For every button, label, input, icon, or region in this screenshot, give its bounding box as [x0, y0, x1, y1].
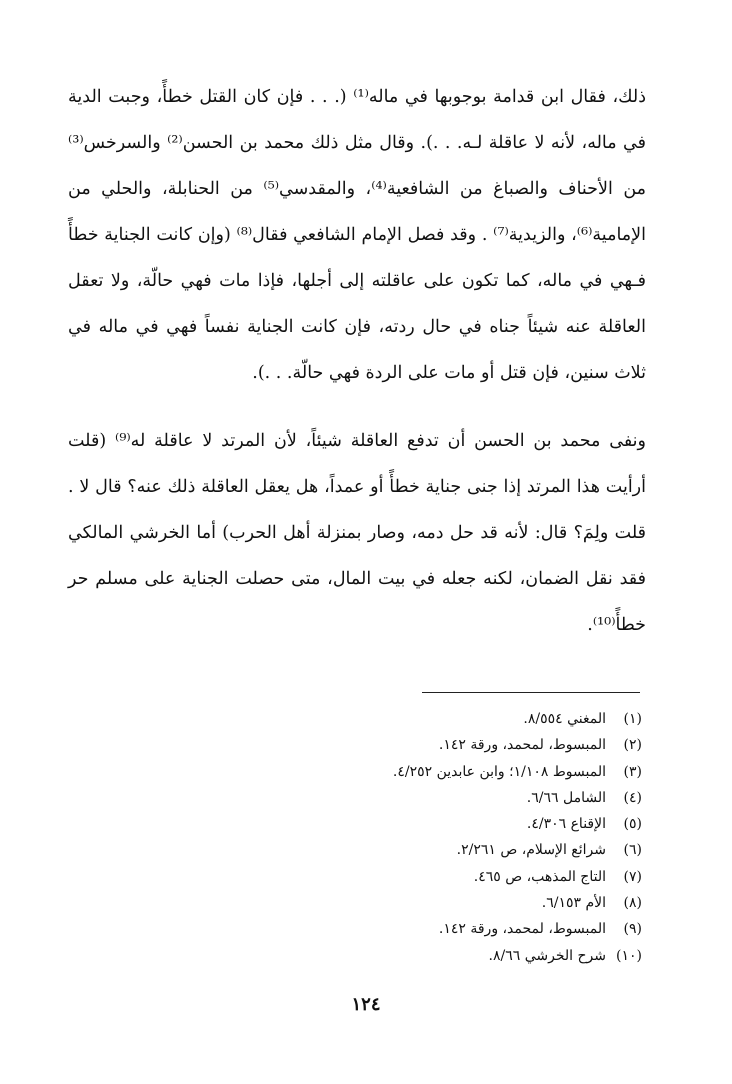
- footnote-number: (٨): [623, 895, 642, 912]
- paragraph-2: ونفى محمد بن الحسن أن تدفع العاقلة شيئاً، لأن المرتد لا عاقلة له⁽⁹⁾ (قلت أرأيت هذا المرتد إذا جنى جناية خطأً أو عمداً، هل يعقل العاقلة ذلك عنه؟ قال لا . قلت ولِمَ؟ قال: لأنه قد حل دمه، وصار بمنزلة أهل الحرب) أما الخرشي المالكي فقد نقل الضمان، لكنه جعله في بيت المال، متى حصلت الجناية على مسلم حر خطأً⁽¹⁰⁾.: [68, 431, 647, 635]
- footnote-text: التاج المذهب، ص ٤٦٥.: [473, 868, 606, 885]
- footnote-separator: [422, 692, 640, 693]
- footnote-number: (٩): [623, 921, 642, 938]
- footnote-text: الإقناع ٤/٣٠٦.: [526, 816, 606, 833]
- page-number: ١٢٤: [351, 994, 381, 1015]
- footnote-7: [120, 864, 642, 890]
- footnote-text: شرائع الإسلام، ص ٢/٢٦١.: [456, 842, 606, 859]
- footnote-number: (١): [623, 711, 642, 727]
- footnote-text: المبسوط، لمحمد، ورقة ١٤٢.: [438, 737, 606, 754]
- footnote-number: (٤): [623, 789, 642, 806]
- paragraph-1: ذلك، فقال ابن قدامة بوجوبها في ماله⁽¹⁾ (. . . فإن كان القتل خطأً، وجبت الدية في ماله، لأنه لا عاقلة لـه. . .). وقال مثل ذلك محمد بن الحسن⁽²⁾ والسرخس⁽³⁾ من الأحناف والصباغ من الشافعية⁽⁴⁾، والمقدسي⁽⁵⁾ من الحنابلة، والحلي من الإمامية⁽⁶⁾، والزيدية⁽⁷⁾ . وقد فصل الإمام الشافعي فقال⁽⁸⁾ (وإن كانت الجناية خطأً فـهي في ماله، كما تكون على عاقلته إلى أجلها، فإذا مات فهي حالّة، ولا تعقل العاقلة عنه شيئاً جناه في حال ردته، فإن كانت الجناية نفساً فهي في ماله في ثلاث سنين، فإن قتل أو مات على الردة فهي حالّة. . .).: [68, 87, 647, 383]
- footnote-2: [120, 732, 642, 758]
- footnote-text: الأم ٦/١٥٣.: [541, 895, 606, 912]
- footnote-text: الشامل ٦/٦٦.: [526, 789, 606, 806]
- footnote-text: المغني ٨/٥٥٤.: [523, 711, 606, 727]
- footnote-number: (٥): [623, 816, 642, 833]
- footnote-number: (٣): [623, 763, 642, 780]
- footnote-number: (٧): [623, 868, 642, 885]
- footnotes: [120, 706, 642, 969]
- footnote-text: المبسوط، لمحمد، ورقة ١٤٢.: [438, 921, 606, 938]
- footnote-9: [120, 916, 642, 942]
- footnote-6: [120, 837, 642, 863]
- footnote-text: المبسوط ١/١٠٨؛ وابن عابدين ٤/٢٥٢.: [392, 763, 606, 780]
- footnote-4: [120, 785, 642, 811]
- footnote-number: (١٠): [616, 947, 642, 964]
- footnote-number: (٦): [623, 842, 642, 859]
- footnote-5: [120, 811, 642, 837]
- footnote-number: (٢): [623, 737, 642, 754]
- footnote-8: [120, 890, 642, 916]
- footnote-1: [120, 706, 642, 732]
- footnote-text: شرح الخرشي ٨/٦٦.: [488, 947, 606, 964]
- footnote-3: [120, 759, 642, 785]
- main-text: [68, 74, 646, 648]
- footnote-10: [120, 943, 642, 969]
